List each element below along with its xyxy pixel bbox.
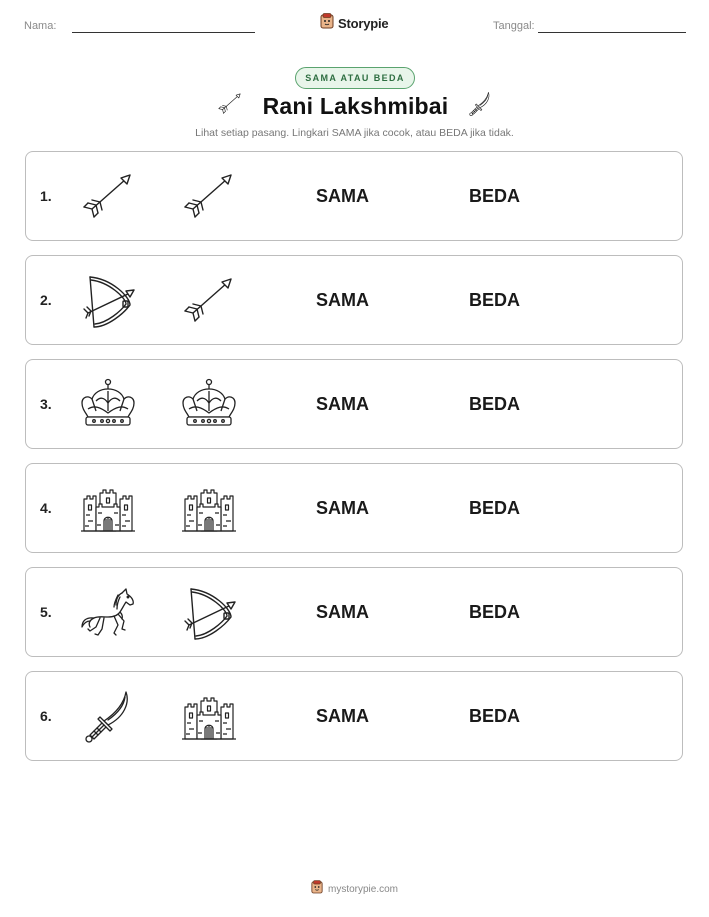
arrow-icon <box>179 169 239 225</box>
arrow-icon <box>215 91 245 122</box>
different-option[interactable]: BEDA <box>469 186 521 206</box>
row-number: 4. <box>40 500 52 516</box>
crown-icon <box>78 377 138 433</box>
date-line[interactable] <box>538 32 686 33</box>
row-number: 6. <box>40 708 52 724</box>
arrow-icon <box>78 169 138 225</box>
same-option[interactable]: SAMA <box>316 394 369 414</box>
pair-row-1 <box>25 151 683 241</box>
different-option[interactable]: BEDA <box>469 706 521 726</box>
different-option[interactable]: BEDA <box>469 290 521 310</box>
pair-row-3 <box>25 359 683 449</box>
footer <box>0 880 709 899</box>
pair-row-2 <box>25 255 683 345</box>
name-line[interactable] <box>72 32 255 33</box>
row-number: 1. <box>40 188 52 204</box>
title-row <box>0 90 709 123</box>
bow-icon <box>78 273 138 329</box>
activity-badge: SAMA ATAU BEDA <box>295 67 415 89</box>
page-title: Rani Lakshmibai <box>262 93 449 119</box>
arrow-icon <box>179 273 239 329</box>
brand-name: Storypie <box>338 16 389 31</box>
pair-row-6 <box>25 671 683 761</box>
castle-icon <box>78 481 138 537</box>
same-option[interactable]: SAMA <box>316 498 369 518</box>
sword-icon <box>466 90 494 123</box>
same-option[interactable]: SAMA <box>316 186 369 206</box>
castle-icon <box>179 689 239 745</box>
storypie-mascot-icon <box>320 13 334 34</box>
different-option[interactable]: BEDA <box>469 602 521 622</box>
same-option[interactable]: SAMA <box>316 706 369 726</box>
storypie-mascot-icon <box>311 880 323 899</box>
castle-icon <box>179 481 239 537</box>
row-number: 2. <box>40 292 52 308</box>
brand-logo <box>320 13 388 34</box>
pair-row-4 <box>25 463 683 553</box>
row-number: 3. <box>40 396 52 412</box>
date-label: Tanggal: <box>493 20 535 32</box>
crown-icon <box>179 377 239 433</box>
footer-url[interactable]: mystorypie.com <box>327 884 398 895</box>
different-option[interactable]: BEDA <box>469 498 521 518</box>
row-number: 5. <box>40 604 52 620</box>
bow-icon <box>179 585 239 641</box>
horse-icon <box>78 585 138 641</box>
different-option[interactable]: BEDA <box>469 394 521 414</box>
same-option[interactable]: SAMA <box>316 602 369 622</box>
pair-row-5 <box>25 567 683 657</box>
same-option[interactable]: SAMA <box>316 290 369 310</box>
sword-icon <box>78 689 138 745</box>
instructions: Lihat setiap pasang. Lingkari SAMA jika cocok, atau BEDA jika tidak. <box>195 127 514 139</box>
name-label: Nama: <box>24 20 57 32</box>
